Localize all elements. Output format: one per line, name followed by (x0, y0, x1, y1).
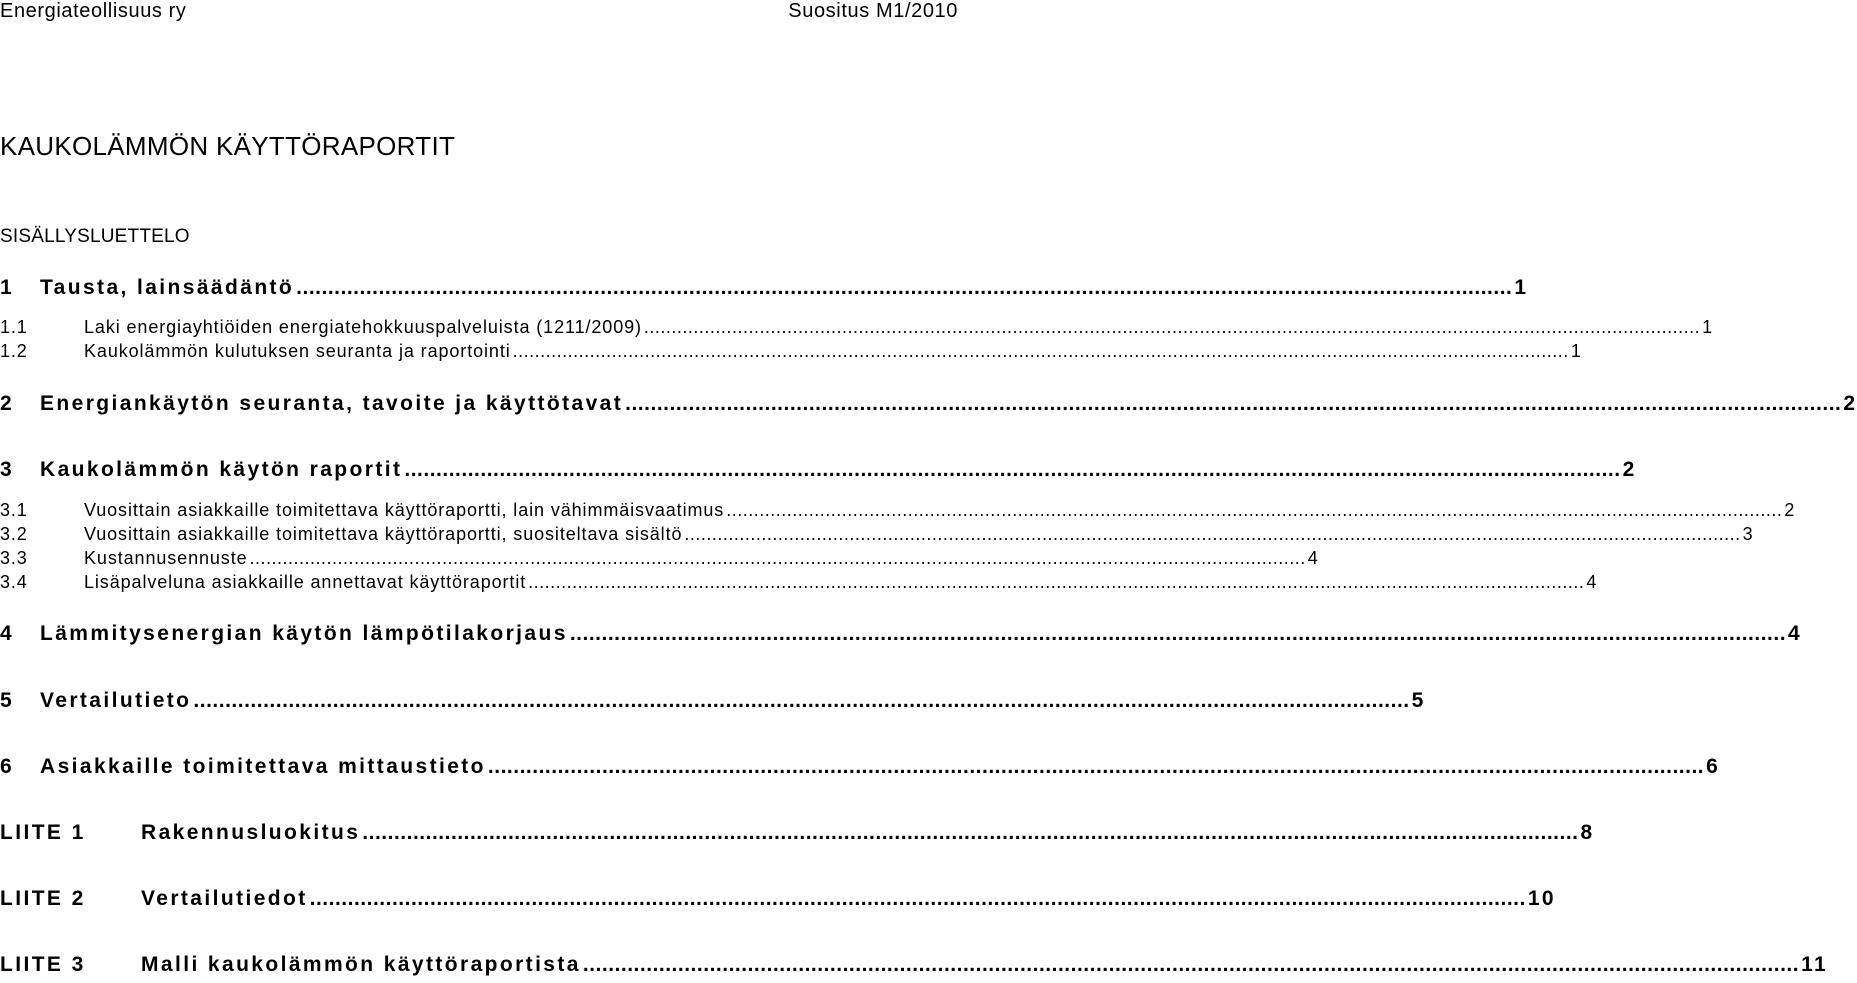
toc-entry[interactable] (0, 500, 1796, 521)
toc-entry-page: 8 (1580, 821, 1595, 844)
toc-entry-page: 11 (1801, 953, 1829, 976)
toc-entry-page: 3 (1742, 524, 1754, 544)
toc-entry[interactable] (0, 622, 1803, 646)
toc-entry-appendix[interactable] (0, 821, 1595, 845)
dot-leader: ................................................................................................................................................................................................ (726, 500, 1783, 520)
toc-entry-page: 2 (1843, 392, 1857, 415)
toc-entry-page: 4 (1307, 548, 1319, 568)
toc-entry-label: Tausta, lainsäädäntö (40, 276, 295, 299)
toc-entry-label: Energiankäytön seuranta, tavoite ja käyttötavat (40, 392, 624, 415)
toc-entry-page: 1 (1570, 341, 1582, 361)
toc-entry-label: Vertailutiedot (141, 887, 308, 910)
toc-entry-number: 3 (0, 458, 15, 481)
toc-entry[interactable] (0, 276, 1529, 300)
toc-entry-number: 3.1 (0, 500, 28, 520)
toc-entry-number: LIITE 1 (0, 821, 86, 844)
toc-entry-appendix[interactable] (0, 887, 1557, 911)
dot-leader: ................................................................................................................................................................................................ (569, 622, 1787, 645)
document-title: KAUKOLÄMMÖN KÄYTTÖRAPORTIT (0, 131, 456, 161)
dot-leader: ................................................................................................................................................................................................ (625, 392, 1842, 415)
dot-leader: ................................................................................................................................................................................................ (309, 887, 1526, 910)
dot-leader: ................................................................................................................................................................................................ (249, 548, 1306, 568)
toc-entry-number: 5 (0, 689, 15, 712)
toc-entry[interactable] (0, 458, 1637, 482)
dot-leader: ................................................................................................................................................................................................ (487, 755, 1705, 778)
toc-entry-number: LIITE 3 (0, 953, 86, 976)
toc-entry[interactable] (0, 755, 1721, 779)
organization-name: Energiateollisuus ry (0, 0, 187, 22)
toc-entry-label: Asiakkaille toimitettava mittaustieto (40, 755, 486, 778)
toc-entry-page: 6 (1706, 755, 1721, 778)
toc-entry-label: Lisäpalveluna asiakkaille annettavat käyttöraportit (84, 572, 527, 592)
dot-leader: ................................................................................................................................................................................................ (684, 524, 1741, 544)
dot-leader: ................................................................................................................................................................................................ (296, 276, 1513, 299)
toc-entry-page: 10 (1527, 887, 1557, 910)
toc-entry-number: 3.4 (0, 572, 28, 592)
toc-entry-number: 6 (0, 755, 15, 778)
dot-leader: ................................................................................................................................................................................................ (528, 572, 1585, 592)
toc-entry[interactable] (0, 524, 1754, 545)
toc-entry-page: 1 (1702, 317, 1714, 337)
toc-entry[interactable] (0, 392, 1857, 416)
toc-entry-label: Kaukolämmön käytön raportit (40, 458, 403, 481)
dot-leader: ................................................................................................................................................................................................ (643, 317, 1701, 337)
toc-entry-label: Laki energiayhtiöiden energiatehokkuuspalveluista (1211/2009) (84, 317, 642, 337)
toc-entry-number: 3.2 (0, 524, 28, 544)
toc-entry-label: Rakennusluokitus (141, 821, 361, 844)
dot-leader: ................................................................................................................................................................................................ (582, 953, 1800, 976)
toc-entry[interactable] (0, 689, 1426, 713)
toc-entry-page: 5 (1411, 689, 1426, 712)
toc-entry-number: 1 (0, 276, 15, 299)
toc-entry-label: Vuosittain asiakkaille toimitettava käyttöraportti, suositeltava sisältö (84, 524, 683, 544)
toc-entry[interactable] (0, 548, 1319, 569)
toc-entry-number: LIITE 2 (0, 887, 86, 910)
dot-leader: ................................................................................................................................................................................................ (193, 689, 1410, 712)
toc-entry-number: 1.2 (0, 341, 28, 361)
toc-entry-label: Lämmitysenergian käytön lämpötilakorjaus (40, 622, 568, 645)
toc-entry-label: Kaukolämmön kulutuksen seuranta ja raportointi (84, 341, 511, 361)
toc-entry[interactable] (0, 572, 1598, 593)
dot-leader: ................................................................................................................................................................................................ (404, 458, 1621, 481)
toc-entry-page: 4 (1788, 622, 1803, 645)
toc-entry-label: Vertailutieto (40, 689, 192, 712)
toc-entry-appendix[interactable] (0, 953, 1829, 977)
toc-entry-number: 4 (0, 622, 15, 645)
toc-entry-page: 1 (1514, 276, 1529, 299)
page-header (0, 0, 958, 26)
toc-entry-label: Vuosittain asiakkaille toimitettava käyttöraportti, lain vähimmäisvaatimus (84, 500, 725, 520)
toc-entry-page: 2 (1784, 500, 1796, 520)
toc-entry-page: 2 (1622, 458, 1637, 481)
toc-heading: SISÄLLYSLUETTELO (0, 226, 190, 247)
toc-entry-label: Malli kaukolämmön käyttöraportista (141, 953, 581, 976)
dot-leader: ................................................................................................................................................................................................ (512, 341, 1569, 361)
toc-entry-number: 2 (0, 392, 15, 415)
toc-entry[interactable] (0, 341, 1582, 362)
toc-entry-label: Kustannusennuste (84, 548, 248, 568)
toc-entry-number: 1.1 (0, 317, 28, 337)
dot-leader: ................................................................................................................................................................................................ (362, 821, 1579, 844)
toc-entry[interactable] (0, 317, 1714, 338)
toc-entry-number: 3.3 (0, 548, 28, 568)
toc-entry-page: 4 (1586, 572, 1598, 592)
document-id: Suositus M1/2010 (788, 0, 958, 22)
